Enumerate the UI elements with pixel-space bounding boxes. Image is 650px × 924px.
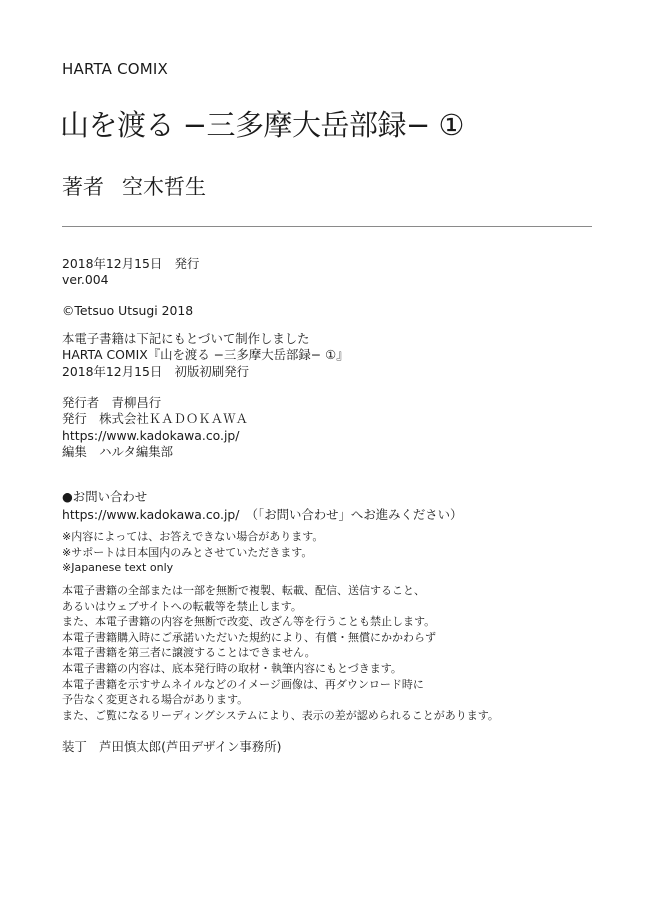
inquiry-note: ※Japanese text only [62, 561, 174, 575]
copyright: ©Tetsuo Utsugi 2018 [62, 303, 194, 318]
author-role: 著者 [62, 175, 104, 199]
inquiry-note: ※内容によっては、お答えできない場合があります。 [62, 530, 324, 543]
source-line: 2018年12月15日 初版初刷発行 [62, 363, 249, 379]
book-title: 山を渡る −三多摩大岳部録− ① [60, 108, 465, 142]
publisher-url: https://www.kadokawa.co.jp/ [62, 427, 240, 443]
inquiry-url: https://www.kadokawa.co.jp/ （「お問い合わせ」へお進みください） [62, 507, 463, 523]
legal-line: 本電子書籍購入時にご承諾いただいた規約により、有償・無償にかかわらず [62, 630, 436, 644]
release-info [62, 256, 199, 289]
author-name: 空木哲生 [122, 175, 206, 199]
inquiry-heading: ●お問い合わせ [62, 489, 148, 504]
legal-line: 予告なく変更される場合があります。 [62, 693, 249, 707]
legal-line: また、本電子書籍の内容を無断で改変、改ざん等を行うことも禁止します。 [62, 615, 436, 629]
legal-notice [62, 583, 499, 723]
divider [62, 226, 592, 227]
version: ver.004 [62, 272, 109, 288]
legal-line: あるいはウェブサイトへの転載等を禁止します。 [62, 599, 302, 613]
source-line: HARTA COMIX『山を渡る −三多摩大岳部録− ①』 [62, 347, 349, 363]
source-line: 本電子書籍は下記にもとづいて制作しました [62, 331, 310, 346]
legal-line: 本電子書籍を示すサムネイルなどのイメージ画像は、再ダウンロード時に [62, 677, 424, 691]
legal-line: また、ご覧になるリーディングシステムにより、表示の差が認められることがあります。 [62, 708, 499, 722]
source-info [62, 331, 349, 380]
legal-line: 本電子書籍の内容は、底本発行時の取材・執筆内容にもとづきます。 [62, 661, 402, 675]
legal-line: 本電子書籍を第三者に譲渡することはできません。 [62, 646, 316, 660]
publisher-line: 発行 株式会社ＫＡＤＯＫＡＷＡ [62, 411, 248, 427]
design-credit: 装丁 芦田慎太郎(芦田デザイン事務所) [62, 739, 282, 754]
inquiry-note: ※サポートは日本国内のみとさせていただきます。 [62, 545, 313, 559]
imprint-label: HARTA COMIX [62, 60, 169, 78]
inquiry-notes [62, 529, 323, 576]
author-line [62, 171, 206, 201]
inquiry-section [62, 489, 462, 524]
release-date: 2018年12月15日 発行 [62, 256, 200, 271]
legal-line: 本電子書籍の全部または一部を無断で複製、転載、配信、送信すること、 [62, 584, 425, 597]
publisher-line: 発行者 青柳昌行 [62, 395, 162, 410]
publisher-info [62, 395, 248, 461]
publisher-line: 編集 ハルタ編集部 [62, 444, 174, 460]
